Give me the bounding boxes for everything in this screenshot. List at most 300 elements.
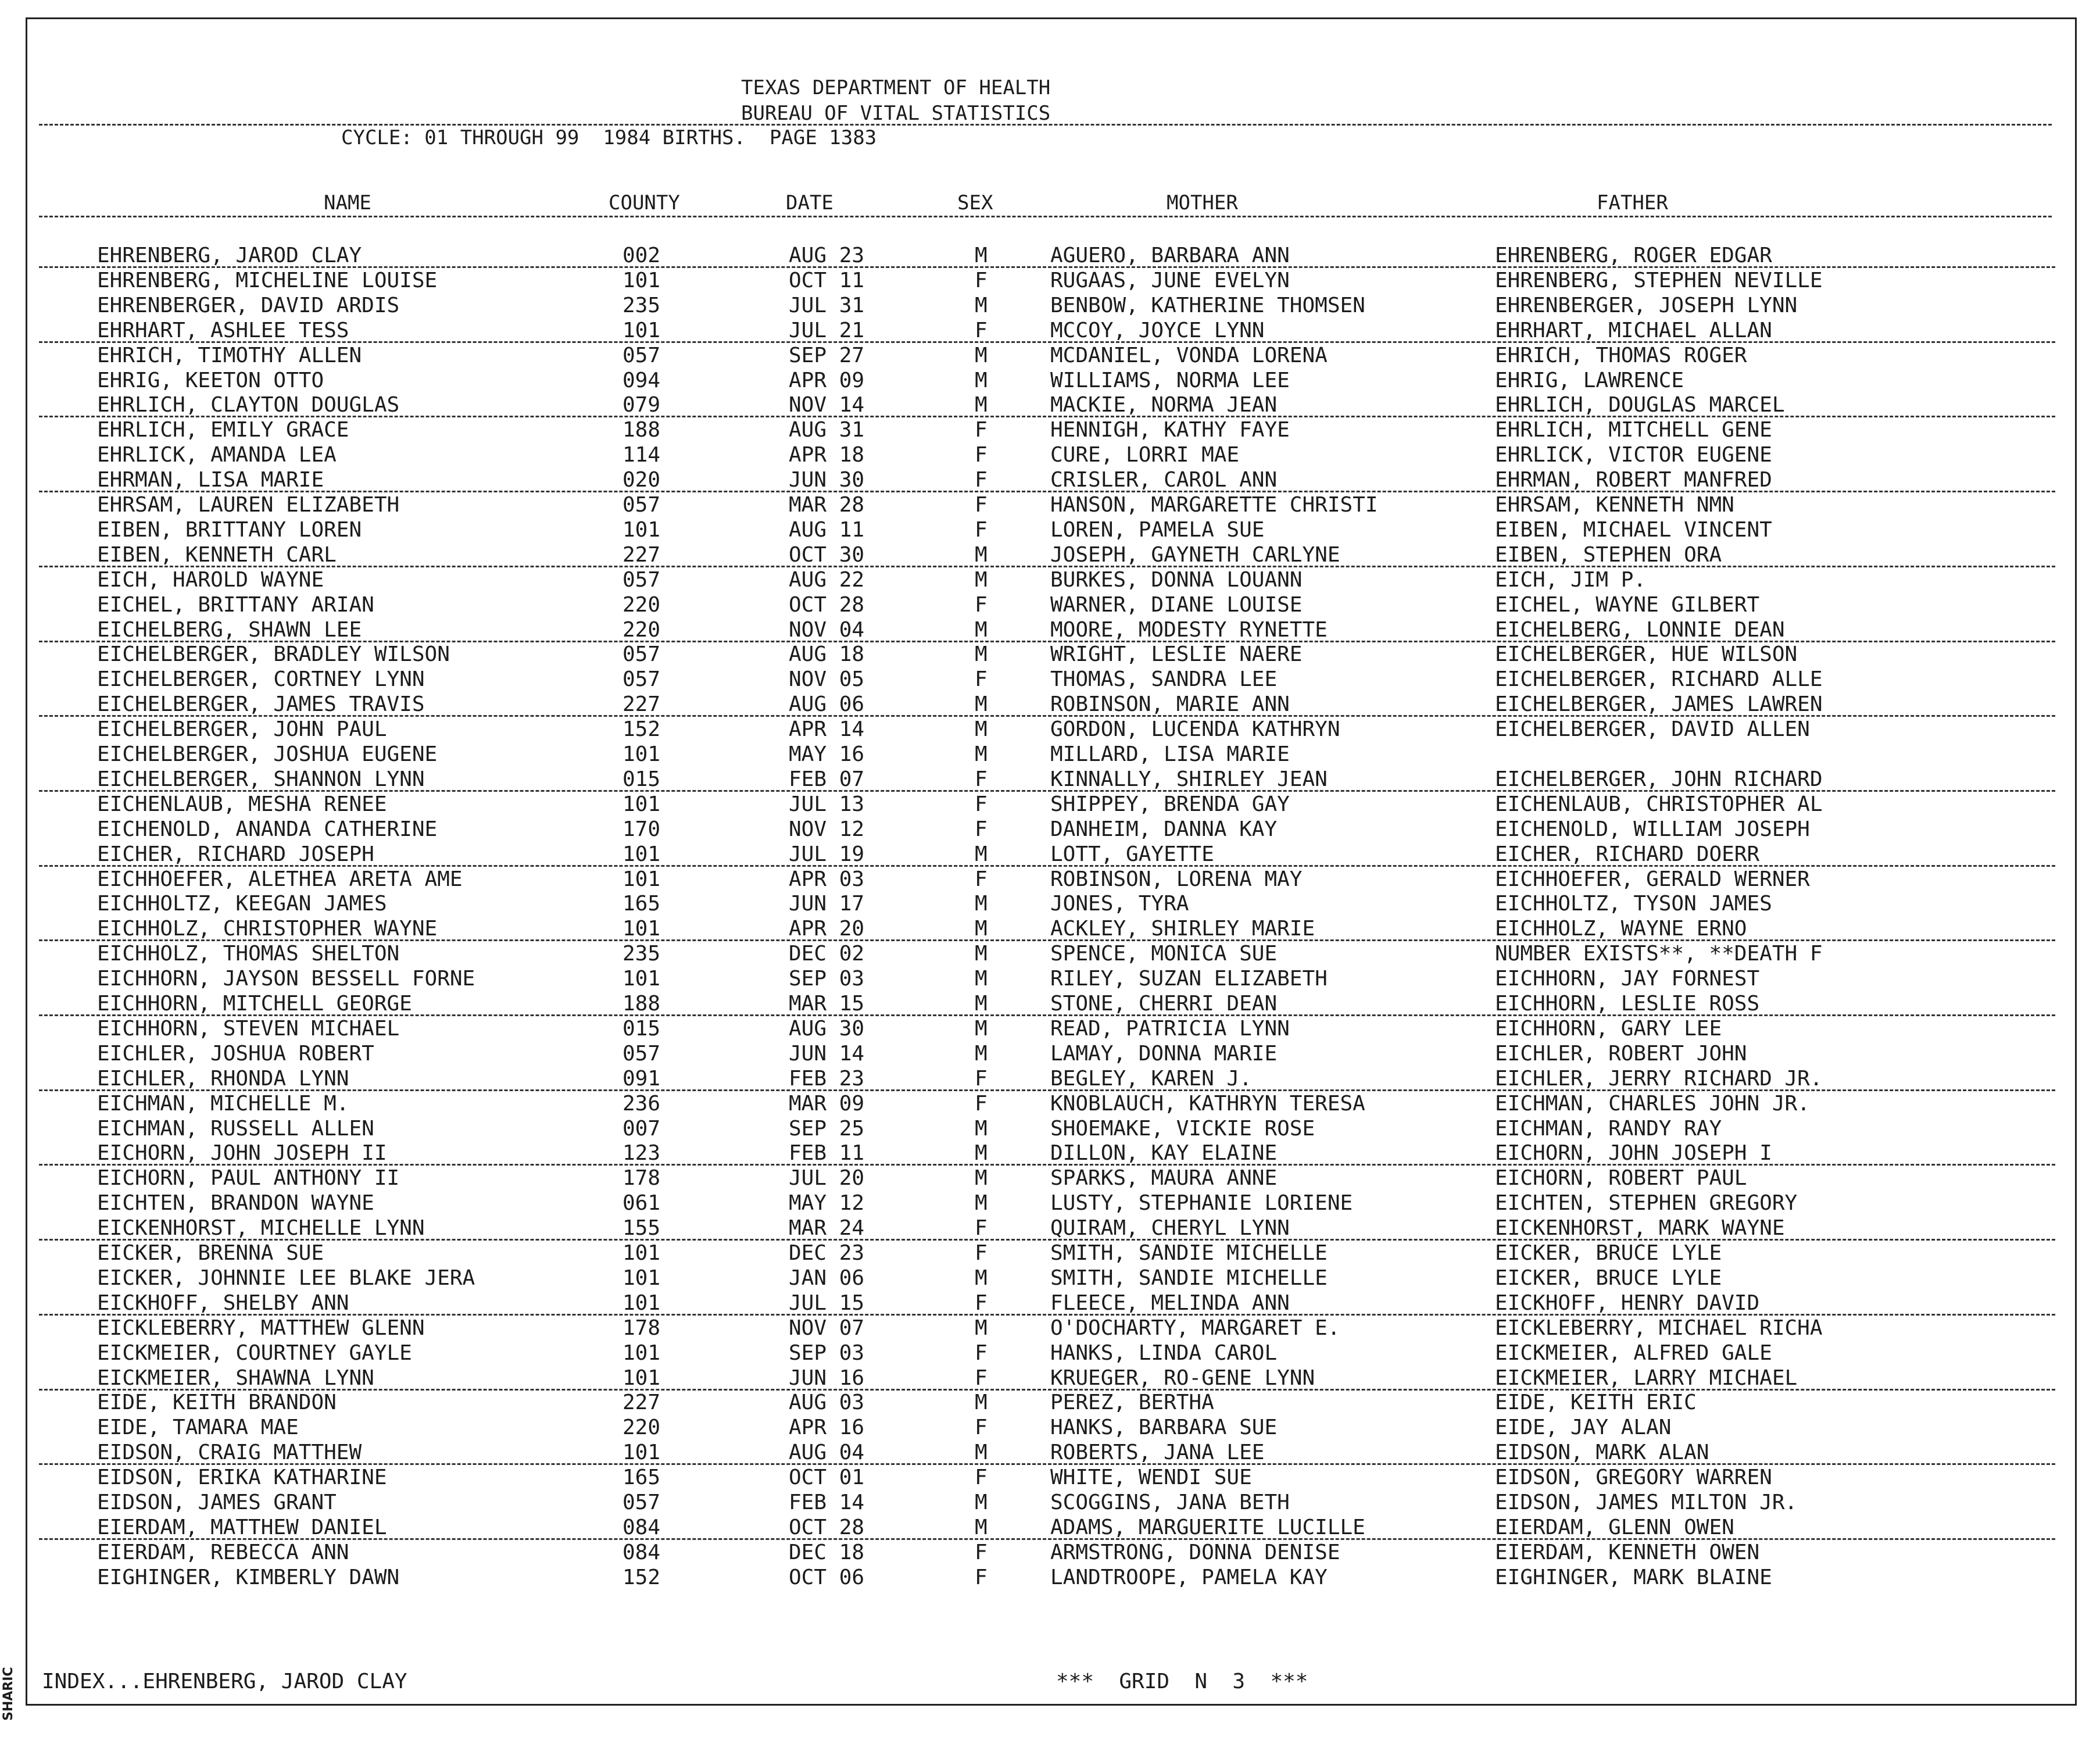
cell-sex: M [975,1441,988,1465]
cell-sex: M [975,343,988,367]
cell-county: 227 [623,542,661,567]
cell-date: MAR 28 [789,493,865,517]
cell-date: JAN 06 [789,1266,865,1290]
table-row [27,492,2078,517]
header-rule-top [39,124,2052,126]
cell-father: EIDE, JAY ALAN [1495,1416,1672,1440]
cell-name: EICHELBERGER, SHANNON LYNN [97,767,425,791]
table-row [27,1166,2078,1191]
cell-mother: WARNER, DIANE LOUISE [1050,592,1303,617]
table-row [27,767,2078,792]
cell-name: EICKER, BRENNA SUE [97,1241,324,1265]
cell-date: DEC 02 [789,942,865,966]
cell-date: AUG 06 [789,692,865,717]
table-row [27,442,2078,467]
cell-name: EHRICH, TIMOTHY ALLEN [97,343,362,367]
cell-father: EHRLICH, MITCHELL GENE [1495,418,1772,442]
cell-mother: AGUERO, BARBARA ANN [1050,244,1290,267]
cell-date: JUL 31 [789,293,865,317]
table-row [27,1390,2078,1415]
cell-date: APR 09 [789,368,865,392]
cell-sex: M [975,1391,988,1415]
cell-county: 101 [623,1291,661,1315]
cell-county: 084 [623,1540,661,1564]
table-row [27,592,2078,617]
cell-name: EIDSON, ERIKA KATHARINE [97,1466,387,1490]
table-row [27,642,2078,667]
table-row [27,742,2078,767]
table-row [27,941,2078,966]
table-row [27,343,2078,368]
cell-sex: F [975,1091,988,1116]
cell-name: EICHHOLZ, CHRISTOPHER WAYNE [97,917,438,941]
cell-father: EICKLEBERRY, MICHAEL RICHA [1495,1316,1823,1340]
cell-sex: M [975,1041,988,1066]
cell-mother: QUIRAM, CHERYL LYNN [1050,1216,1290,1241]
cell-father: EICHTEN, STEPHEN GREGORY [1495,1191,1798,1216]
cell-date: JUN 14 [789,1041,865,1066]
cell-date: DEC 18 [789,1540,865,1564]
cell-county: 220 [623,1416,661,1440]
cell-mother: LOREN, PAMELA SUE [1050,517,1265,542]
cell-date: JUL 20 [789,1166,865,1191]
cell-mother: HANSON, MARGARETTE CHRISTI [1050,493,1378,517]
cell-sex: F [975,592,988,617]
cell-date: APR 16 [789,1416,865,1440]
cell-father: EICHELBERGER, JAMES LAWREN [1495,692,1823,717]
table-row [27,243,2078,268]
cell-name: EHRMAN, LISA MARIE [97,468,324,492]
cell-father: EICHMAN, RANDY RAY [1495,1116,1722,1141]
cell-mother: SMITH, SANDIE MICHELLE [1050,1241,1328,1265]
cell-name: EICHELBERGER, JOSHUA EUGENE [97,742,438,766]
cell-county: 114 [623,443,661,467]
cell-sex: M [975,892,988,916]
cell-father: EICHHORN, JAY FORNEST [1495,967,1760,991]
cell-county: 101 [623,1241,661,1265]
cell-father: EHRENBERGER, JOSEPH LYNN [1495,293,1798,317]
cell-date: MAR 09 [789,1091,865,1116]
cell-father: EHRENBERG, STEPHEN NEVILLE [1495,268,1823,292]
cell-mother: SPARKS, MAURA ANNE [1050,1166,1278,1191]
cell-name: EIBEN, BRITTANY LOREN [97,517,362,542]
cell-father: EIDSON, GREGORY WARREN [1495,1466,1772,1490]
table-row [27,1091,2078,1116]
cell-date: MAR 15 [789,992,865,1016]
cell-county: 057 [623,567,661,592]
cell-county: 101 [623,1266,661,1290]
cell-father: EIDSON, JAMES MILTON JR. [1495,1491,1798,1514]
cell-date: NOV 12 [789,817,865,841]
table-row [27,1241,2078,1266]
cell-father: EICKHOFF, HENRY DAVID [1495,1291,1760,1315]
cell-date: NOV 05 [789,667,865,692]
cell-county: 057 [623,1491,661,1514]
column-header-sex: SEX [957,191,993,215]
cell-county: 002 [623,244,661,267]
cell-sex: F [975,1565,988,1589]
cell-county: 015 [623,1016,661,1041]
cell-name: EICHHOLZ, THOMAS SHELTON [97,942,400,966]
cell-sex: M [975,942,988,966]
cell-father: EIBEN, STEPHEN ORA [1495,542,1722,567]
cell-sex: F [975,1066,988,1091]
cell-father: EICHHORN, LESLIE ROSS [1495,992,1760,1016]
cell-father: EHRICH, THOMAS ROGER [1495,343,1747,367]
cell-father: EICHORN, ROBERT PAUL [1495,1166,1747,1191]
cell-father: EICHHOLZ, WAYNE ERNO [1495,917,1747,941]
table-row [27,1465,2078,1490]
cell-sex: M [975,542,988,567]
cell-mother: SMITH, SANDIE MICHELLE [1050,1266,1328,1290]
cell-father: EICHEL, WAYNE GILBERT [1495,592,1760,617]
cell-father: EICHHOLTZ, TYSON JAMES [1495,892,1772,916]
cell-date: OCT 30 [789,542,865,567]
cell-name: EHRENBERG, JAROD CLAY [97,244,362,267]
footer-grid: *** GRID N 3 *** [1056,1670,1308,1693]
cell-sex: M [975,1166,988,1191]
table-row [27,1316,2078,1341]
cell-father: EICHORN, JOHN JOSEPH I [1495,1141,1772,1166]
cell-mother: SHOEMAKE, VICKIE ROSE [1050,1116,1315,1141]
cell-county: 101 [623,917,661,941]
table-row [27,842,2078,867]
cell-sex: M [975,742,988,766]
cell-date: JUN 16 [789,1366,865,1390]
table-row [27,1440,2078,1465]
cell-mother: WHITE, WENDI SUE [1050,1466,1252,1490]
cell-sex: M [975,1316,988,1340]
cell-sex: M [975,368,988,392]
cell-sex: F [975,268,988,292]
table-row [27,717,2078,742]
cell-mother: HANKS, LINDA CAROL [1050,1341,1278,1365]
cell-name: EIDE, TAMARA MAE [97,1416,299,1440]
cell-father: EICHELBERGER, JOHN RICHARD [1495,767,1823,791]
cell-sex: F [975,1416,988,1440]
cell-county: 057 [623,667,661,692]
cell-name: EICHENOLD, ANANDA CATHERINE [97,817,438,841]
cell-name: EICHHORN, JAYSON BESSELL FORNE [97,967,475,991]
cell-county: 220 [623,592,661,617]
cell-name: EICHHOLTZ, KEEGAN JAMES [97,892,387,916]
cell-mother: SCOGGINS, JANA BETH [1050,1491,1290,1514]
cell-mother: SHIPPEY, BRENDA GAY [1050,792,1290,816]
table-row [27,467,2078,492]
cell-county: 165 [623,892,661,916]
cell-name: EICHELBERGER, BRADLEY WILSON [97,642,450,667]
cell-name: EHRENBERG, MICHELINE LOUISE [97,268,438,292]
cell-sex: M [975,1191,988,1216]
cell-county: 084 [623,1515,661,1539]
cell-date: JUN 30 [789,468,865,492]
cell-name: EICHEL, BRITTANY ARIAN [97,592,374,617]
table-row [27,268,2078,293]
table-row [27,1415,2078,1440]
cell-county: 101 [623,842,661,866]
cell-father: EHRLICK, VICTOR EUGENE [1495,443,1772,467]
table-row [27,368,2078,393]
column-header-mother: MOTHER [1167,191,1238,215]
cell-date: AUG 03 [789,1391,865,1415]
cell-date: DEC 23 [789,1241,865,1265]
cell-sex: M [975,617,988,642]
cell-sex: F [975,318,988,342]
cell-county: 235 [623,942,661,966]
cell-sex: F [975,667,988,692]
cell-sex: M [975,642,988,667]
column-header-father: FATHER [1597,191,1668,215]
cell-name: EHRLICH, EMILY GRACE [97,418,349,442]
cell-date: OCT 01 [789,1466,865,1490]
cell-name: EICKER, JOHNNIE LEE BLAKE JERA [97,1266,475,1290]
cell-name: EICHMAN, MICHELLE M. [97,1091,349,1116]
cell-sex: F [975,517,988,542]
cell-mother: CRISLER, CAROL ANN [1050,468,1278,492]
cell-name: EICKENHORST, MICHELLE LYNN [97,1216,425,1241]
cell-name: EIDSON, JAMES GRANT [97,1491,337,1514]
table-row [27,1341,2078,1366]
table-row [27,692,2078,717]
cell-sex: M [975,1515,988,1539]
cell-mother: GORDON, LUCENDA KATHRYN [1050,717,1340,742]
cell-mother: MCDANIEL, VONDA LORENA [1050,343,1328,367]
cell-mother: PEREZ, BERTHA [1050,1391,1214,1415]
cell-date: AUG 11 [789,517,865,542]
cell-father: EICHENLAUB, CHRISTOPHER AL [1495,792,1823,816]
cell-mother: SPENCE, MONICA SUE [1050,942,1278,966]
cell-county: 235 [623,293,661,317]
cell-father: EICHELBERGER, HUE WILSON [1495,642,1798,667]
cell-father: EIERDAM, KENNETH OWEN [1495,1540,1760,1564]
table-row [27,867,2078,892]
cell-father: EHRMAN, ROBERT MANFRED [1495,468,1772,492]
cell-name: EICHHORN, STEVEN MICHAEL [97,1016,400,1041]
cell-mother: READ, PATRICIA LYNN [1050,1016,1290,1041]
cell-father: EIERDAM, GLENN OWEN [1495,1515,1734,1539]
cell-mother: KNOBLAUCH, KATHRYN TERESA [1050,1091,1365,1116]
cell-father: EIDSON, MARK ALAN [1495,1441,1709,1465]
cell-name: EICHENLAUB, MESHA RENEE [97,792,387,816]
cell-sex: F [975,468,988,492]
cell-county: 079 [623,393,661,417]
cell-county: 057 [623,642,661,667]
cell-mother: MOORE, MODESTY RYNETTE [1050,617,1328,642]
cell-county: 123 [623,1141,661,1166]
cell-sex: F [975,443,988,467]
cell-county: 170 [623,817,661,841]
cell-name: EHRLICK, AMANDA LEA [97,443,337,467]
cell-sex: M [975,717,988,742]
cell-sex: M [975,1016,988,1041]
cell-county: 101 [623,268,661,292]
cell-father: EHRIG, LAWRENCE [1495,368,1684,392]
cell-county: 227 [623,692,661,717]
cycle-line: CYCLE: 01 THROUGH 99 1984 BIRTHS. PAGE 1383 [341,126,877,149]
cell-date: NOV 14 [789,393,865,417]
cell-father: EHRENBERG, ROGER EDGAR [1495,244,1772,267]
table-row [27,1016,2078,1041]
cell-county: 155 [623,1216,661,1241]
cell-name: EHRLICH, CLAYTON DOUGLAS [97,393,400,417]
cell-father: EICHELBERGER, RICHARD ALLE [1495,667,1823,692]
table-row [27,1565,2078,1590]
table-row [27,966,2078,991]
cell-father: NUMBER EXISTS**, **DEATH F [1495,942,1823,966]
cell-date: SEP 03 [789,967,865,991]
cell-mother: ROBINSON, MARIE ANN [1050,692,1290,717]
cell-county: 057 [623,493,661,517]
cell-name: EICHORN, JOHN JOSEPH II [97,1141,387,1166]
cell-mother: RUGAAS, JUNE EVELYN [1050,268,1290,292]
cell-sex: F [975,1216,988,1241]
cell-mother: BURKES, DONNA LOUANN [1050,567,1303,592]
cell-name: EICKLEBERRY, MATTHEW GLENN [97,1316,425,1340]
table-row [27,891,2078,916]
cell-father: EHRLICH, DOUGLAS MARCEL [1495,393,1785,417]
table-row [27,1041,2078,1066]
cell-name: EHRIG, KEETON OTTO [97,368,324,392]
side-watermark: SHARIC [1,1667,16,1721]
cell-date: SEP 27 [789,343,865,367]
table-row [27,392,2078,417]
column-header-rule [39,216,2052,217]
cell-county: 101 [623,1366,661,1390]
cell-name: EHRSAM, LAUREN ELIZABETH [97,493,400,517]
cell-name: EIERDAM, REBECCA ANN [97,1540,349,1564]
cell-sex: M [975,567,988,592]
cell-father: EICHLER, JERRY RICHARD JR. [1495,1066,1823,1091]
cell-name: EICHHOEFER, ALETHEA ARETA AME [97,867,463,891]
cell-name: EICH, HAROLD WAYNE [97,567,324,592]
cell-father: EICHER, RICHARD DOERR [1495,842,1760,866]
cell-father: EICH, JIM P. [1495,567,1647,592]
table-row [27,817,2078,842]
cell-father: EICHELBERGER, DAVID ALLEN [1495,717,1810,742]
cell-father: EHRHART, MICHAEL ALLAN [1495,318,1772,342]
cell-mother: STONE, CHERRI DEAN [1050,992,1278,1016]
cell-sex: M [975,1491,988,1514]
cell-father: EICKER, BRUCE LYLE [1495,1241,1722,1265]
cell-date: AUG 18 [789,642,865,667]
cell-county: 188 [623,418,661,442]
cell-date: NOV 07 [789,1316,865,1340]
cell-county: 227 [623,1391,661,1415]
column-header-date: DATE [786,191,833,215]
cell-county: 236 [623,1091,661,1116]
cell-county: 220 [623,617,661,642]
cell-date: MAY 12 [789,1191,865,1216]
cell-sex: M [975,1141,988,1166]
cell-county: 007 [623,1116,661,1141]
cell-date: JUL 19 [789,842,865,866]
cell-date: APR 03 [789,867,865,891]
cell-sex: F [975,1291,988,1315]
cell-sex: M [975,992,988,1016]
cell-father: EIGHINGER, MARK BLAINE [1495,1565,1772,1589]
cell-name: EIERDAM, MATTHEW DANIEL [97,1515,387,1539]
cell-name: EICHELBERGER, JOHN PAUL [97,717,387,742]
cell-date: OCT 28 [789,592,865,617]
cell-sex: F [975,817,988,841]
cell-mother: O'DOCHARTY, MARGARET E. [1050,1316,1340,1340]
cell-date: FEB 11 [789,1141,865,1166]
cell-date: OCT 28 [789,1515,865,1539]
document-sheet [26,17,2077,1706]
header-line-1: TEXAS DEPARTMENT OF HEALTH [741,76,1051,99]
cell-mother: ARMSTRONG, DONNA DENISE [1050,1540,1340,1564]
cell-county: 101 [623,792,661,816]
cell-mother: ROBERTS, JANA LEE [1050,1441,1265,1465]
cell-date: OCT 06 [789,1565,865,1589]
cell-date: SEP 03 [789,1341,865,1365]
cell-date: AUG 22 [789,567,865,592]
cell-father: EICKMEIER, ALFRED GALE [1495,1341,1772,1365]
cell-sex: F [975,1241,988,1265]
cell-date: APR 18 [789,443,865,467]
footer-index: INDEX...EHRENBERG, JAROD CLAY [42,1670,407,1693]
cell-father: EICHMAN, CHARLES JOHN JR. [1495,1091,1810,1116]
table-row [27,1266,2078,1291]
cell-father: EICHELBERG, LONNIE DEAN [1495,617,1785,642]
cell-county: 015 [623,767,661,791]
cell-date: OCT 11 [789,268,865,292]
column-header-county: COUNTY [609,191,680,215]
table-row [27,916,2078,941]
cell-county: 101 [623,318,661,342]
cell-county: 061 [623,1191,661,1216]
cell-father: EICHENOLD, WILLIAM JOSEPH [1495,817,1810,841]
table-row [27,1141,2078,1166]
cell-mother: BEGLEY, KAREN J. [1050,1066,1252,1091]
cell-county: 101 [623,1441,661,1465]
cell-mother: LUSTY, STEPHANIE LORIENE [1050,1191,1353,1216]
cell-father: EHRSAM, KENNETH NMN [1495,493,1734,517]
cell-father: EICKMEIER, LARRY MICHAEL [1495,1366,1798,1390]
table-row [27,567,2078,592]
cell-name: EICHTEN, BRANDON WAYNE [97,1191,374,1216]
cell-mother: DANHEIM, DANNA KAY [1050,817,1278,841]
table-row [27,1366,2078,1391]
cell-date: FEB 14 [789,1491,865,1514]
cell-name: EICHELBERGER, JAMES TRAVIS [97,692,425,717]
cell-sex: F [975,1366,988,1390]
cell-county: 057 [623,1041,661,1066]
cell-mother: MCCOY, JOYCE LYNN [1050,318,1265,342]
cell-name: EIDE, KEITH BRANDON [97,1391,337,1415]
cell-mother: LANDTROOPE, PAMELA KAY [1050,1565,1328,1589]
cell-date: AUG 04 [789,1441,865,1465]
cell-mother: JONES, TYRA [1050,892,1189,916]
cell-mother: THOMAS, SANDRA LEE [1050,667,1278,692]
cell-sex: M [975,293,988,317]
cell-date: AUG 30 [789,1016,865,1041]
table-row [27,1291,2078,1316]
cell-name: EICKMEIER, SHAWNA LYNN [97,1366,374,1390]
cell-name: EICHLER, JOSHUA ROBERT [97,1041,374,1066]
cell-sex: F [975,1540,988,1564]
cell-name: EIGHINGER, KIMBERLY DAWN [97,1565,400,1589]
cell-mother: LOTT, GAYETTE [1050,842,1214,866]
cell-name: EICKHOFF, SHELBY ANN [97,1291,349,1315]
cell-name: EICKMEIER, COURTNEY GAYLE [97,1341,412,1365]
cell-sex: M [975,917,988,941]
cell-name: EIDSON, CRAIG MATTHEW [97,1441,362,1465]
cell-mother: WRIGHT, LESLIE NAERE [1050,642,1303,667]
cell-name: EICHMAN, RUSSELL ALLEN [97,1116,374,1141]
cell-mother: JOSEPH, GAYNETH CARLYNE [1050,542,1340,567]
table-row [27,1191,2078,1216]
